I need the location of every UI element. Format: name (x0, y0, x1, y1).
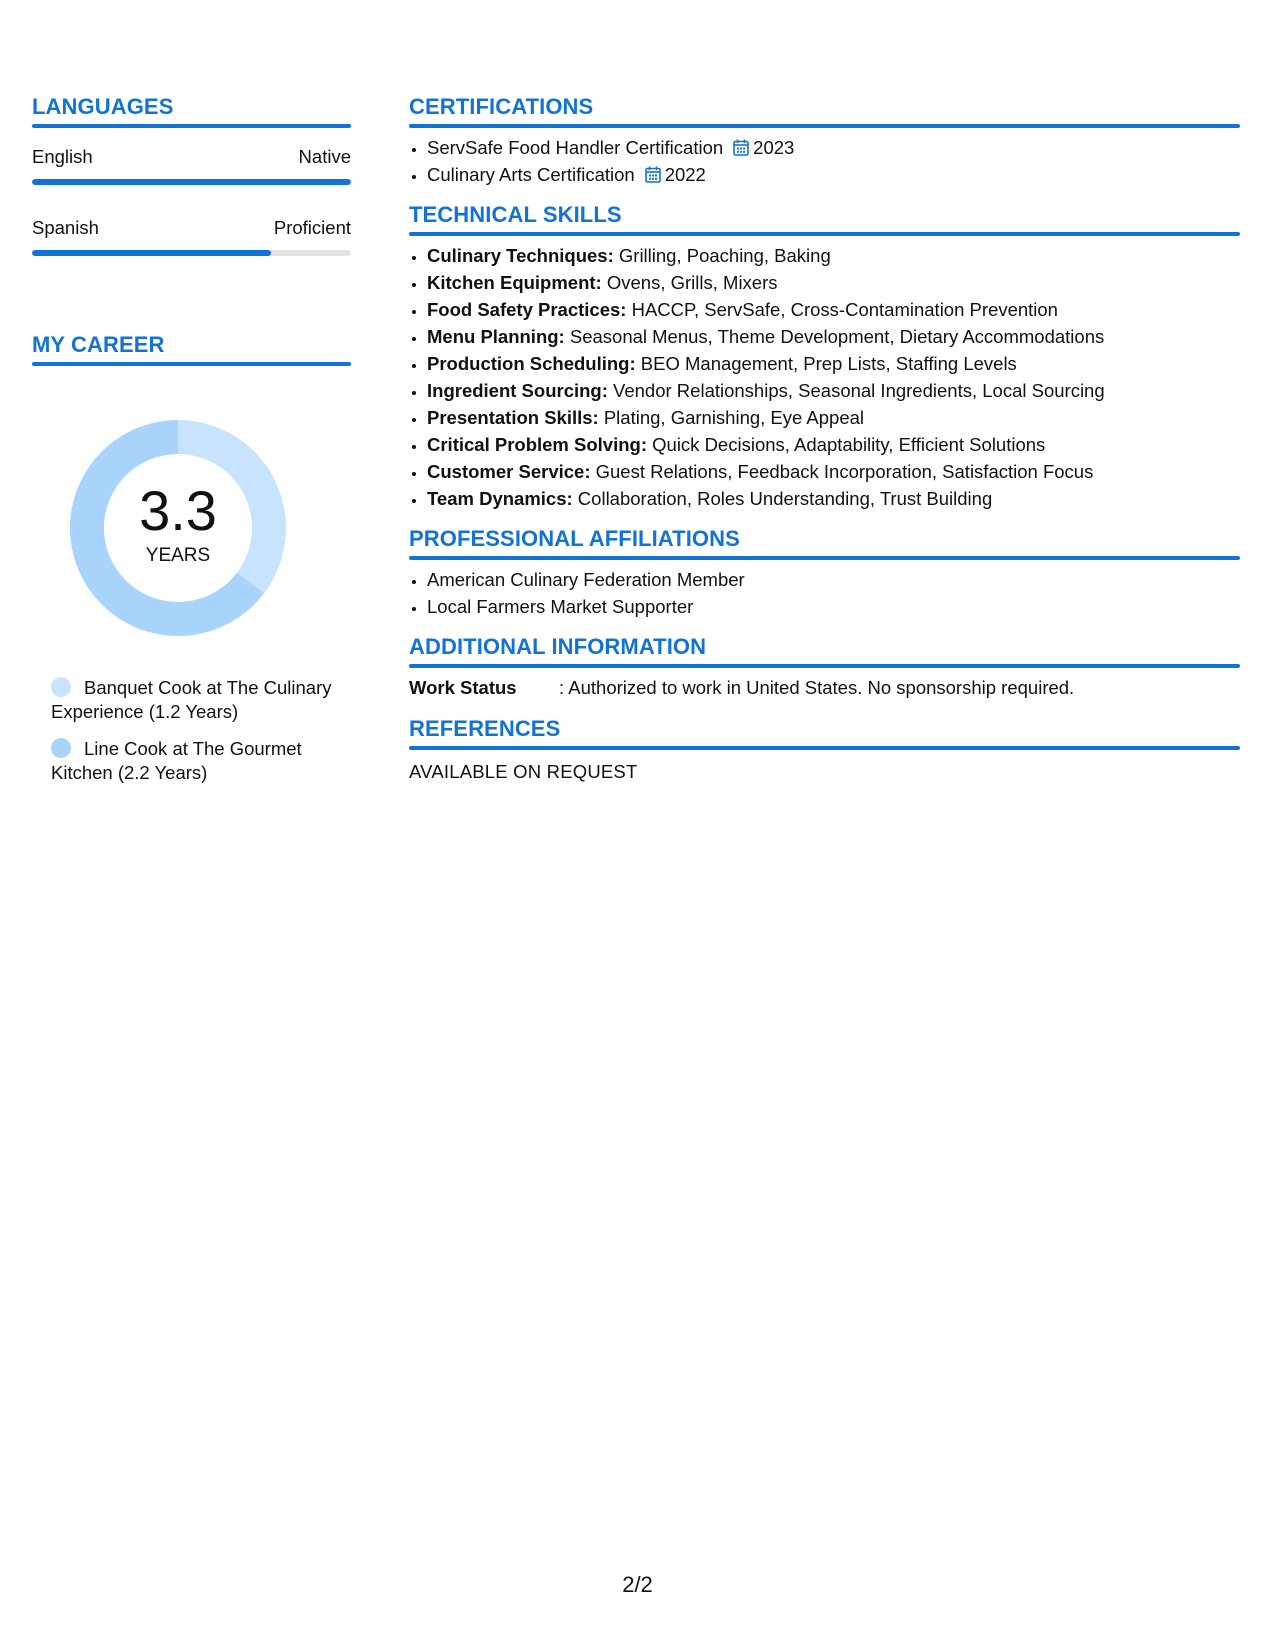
language-name: Spanish (32, 217, 99, 238)
certification-name: Culinary Arts Certification (427, 164, 635, 185)
language-proficiency-bar (32, 179, 351, 185)
certification-item (427, 134, 1240, 161)
affiliations-title: PROFESSIONAL AFFILIATIONS (409, 526, 740, 551)
skill-category: Team Dynamics: (427, 488, 573, 509)
skill-item (427, 485, 1240, 512)
languages-section (32, 96, 351, 256)
career-title: MY CAREER (32, 332, 165, 357)
sidebar (32, 94, 351, 783)
language-proficiency-fill (32, 179, 351, 185)
technical-skills-list (409, 242, 1240, 512)
languages-divider (32, 124, 351, 128)
legend-item (51, 737, 351, 785)
additional-info-section (409, 636, 1240, 699)
skill-values: Ovens, Grills, Mixers (601, 272, 778, 293)
technical-skills-divider (409, 232, 1240, 236)
skill-values: Quick Decisions, Adaptability, Efficient Solutions (647, 434, 1046, 455)
affiliation-item: • American Culinary Federation Member (427, 566, 1240, 593)
technical-skills-title: TECHNICAL SKILLS (409, 202, 622, 227)
skill-category: Presentation Skills: (427, 407, 599, 428)
career-legend (51, 676, 351, 798)
certification-year: 2023 (753, 137, 795, 158)
work-status-label: Work Status (409, 677, 517, 698)
certification-item (427, 161, 1240, 188)
skill-item (427, 404, 1240, 431)
skill-values: Vendor Relationships, Seasonal Ingredients, Local Sourcing (607, 380, 1105, 401)
references-title: REFERENCES (409, 716, 561, 741)
career-section (32, 334, 351, 366)
skill-item (427, 377, 1240, 404)
skill-values: Seasonal Menus, Theme Development, Dietary Accommodations (564, 326, 1105, 347)
main-content (409, 96, 1240, 783)
language-proficiency-bar (32, 250, 351, 256)
career-total-unit: YEARS (145, 545, 211, 566)
affiliations-list (409, 566, 1240, 620)
calendar-icon (733, 139, 749, 156)
additional-info-divider (409, 664, 1240, 668)
legend-label: Banquet Cook at The Culinary Experience (1.2 Years) (51, 677, 332, 722)
references-divider (409, 746, 1240, 750)
skill-item (427, 242, 1240, 269)
skill-category: Menu Planning: (427, 326, 565, 347)
skill-category: Culinary Techniques: (427, 245, 614, 266)
page-number: 2/2 (622, 1572, 653, 1597)
career-divider (32, 362, 351, 366)
skill-item (427, 323, 1240, 350)
skill-item (427, 458, 1240, 485)
language-proficiency-fill (32, 250, 271, 256)
skill-item (427, 350, 1240, 377)
language-item-english (32, 146, 351, 185)
affiliations-section (409, 528, 1240, 620)
calendar-icon (645, 166, 661, 183)
skill-values: Guest Relations, Feedback Incorporation, Satisfaction Focus (590, 461, 1094, 482)
legend-dot (51, 738, 71, 758)
work-status-row (409, 677, 1240, 699)
skill-values: Grilling, Poaching, Baking (613, 245, 831, 266)
affiliation-item: • Local Farmers Market Supporter (427, 593, 1240, 620)
career-total-years: 3.3 (139, 479, 217, 542)
legend-label: Line Cook at The Gourmet Kitchen (2.2 Years) (51, 738, 302, 783)
language-level: Native (298, 146, 351, 167)
certification-year: 2022 (664, 164, 706, 185)
skill-category: Food Safety Practices: (427, 299, 627, 320)
certifications-divider (409, 124, 1240, 128)
skill-item (427, 269, 1240, 296)
skill-values: HACCP, ServSafe, Cross-Contamination Prevention (626, 299, 1058, 320)
skill-category: Critical Problem Solving: (427, 434, 647, 455)
skill-item (427, 296, 1240, 323)
language-item-spanish (32, 217, 351, 256)
legend-item (51, 676, 351, 724)
affiliations-divider (409, 556, 1240, 560)
skill-values: Collaboration, Roles Understanding, Trust Building (572, 488, 993, 509)
additional-info-title: ADDITIONAL INFORMATION (409, 634, 707, 659)
certifications-section (409, 96, 1240, 188)
references-text: AVAILABLE ON REQUEST (409, 761, 638, 782)
skill-values: BEO Management, Prep Lists, Staffing Levels (635, 353, 1017, 374)
skill-category: Ingredient Sourcing: (427, 380, 608, 401)
skill-item (427, 431, 1240, 458)
references-section (409, 718, 1240, 783)
legend-dot (51, 677, 71, 697)
certifications-list (409, 134, 1240, 188)
technical-skills-section (409, 204, 1240, 512)
skill-category: Kitchen Equipment: (427, 272, 602, 293)
skill-category: Customer Service: (427, 461, 591, 482)
certification-name: ServSafe Food Handler Certification (427, 137, 724, 158)
language-level: Proficient (273, 217, 351, 238)
skill-category: Production Scheduling: (427, 353, 636, 374)
skill-values: Plating, Garnishing, Eye Appeal (598, 407, 865, 428)
certifications-title: CERTIFICATIONS (409, 94, 594, 119)
languages-title: LANGUAGES (32, 94, 174, 119)
work-status-value: : Authorized to work in United States. No sponsorship required. (559, 677, 1075, 698)
language-name: English (32, 146, 93, 167)
career-donut-chart (66, 416, 290, 640)
